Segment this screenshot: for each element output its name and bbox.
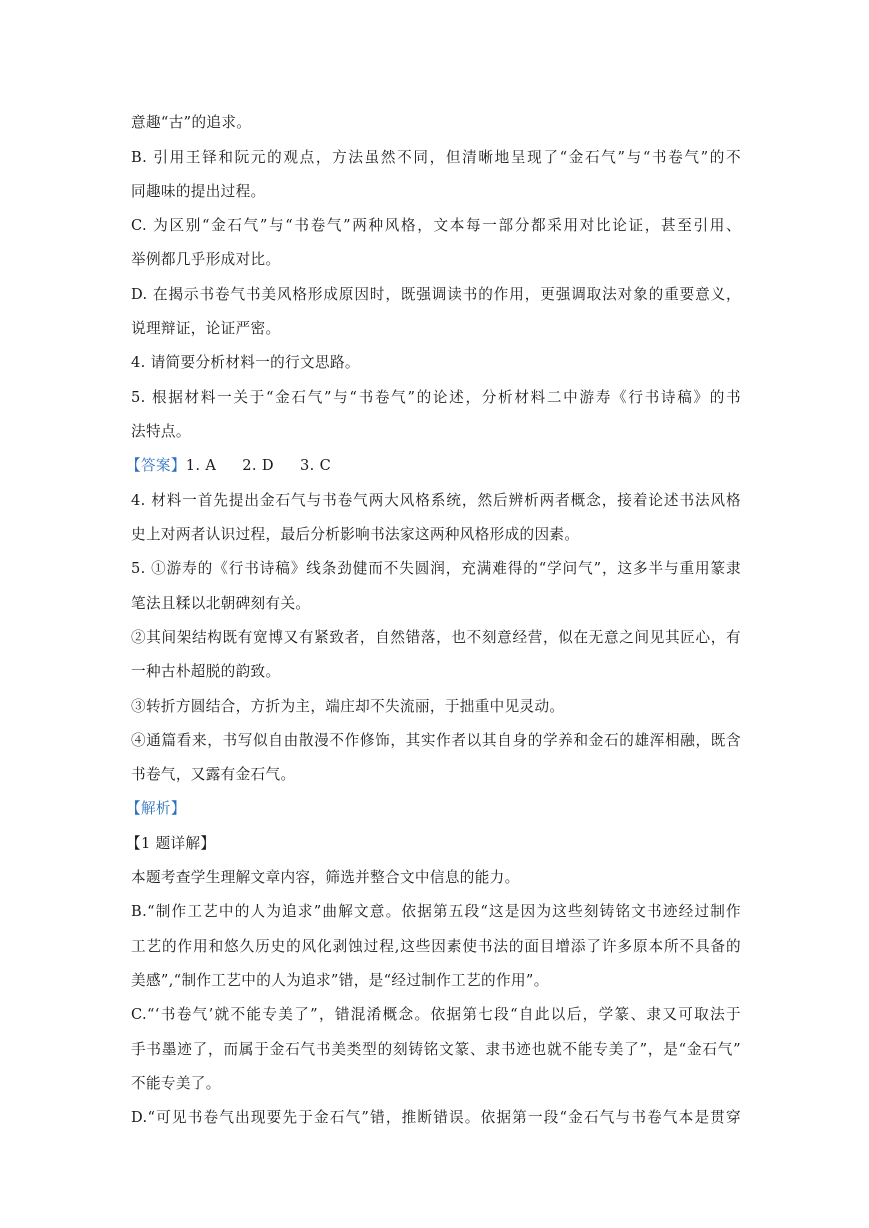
text-line: 说理辩证，论证严密。 xyxy=(131,320,281,337)
text-line: 笔法且糅以北朝碑刻有关。 xyxy=(131,595,311,612)
answer-item: 1. A xyxy=(185,457,217,474)
answer-item: 2. D xyxy=(242,457,274,474)
answer-5-line: 5. ①游寿的《行书诗稿》线条劲健而不失圆润，充满难得的“学问气”，这多半与重用篆隶 xyxy=(131,560,741,577)
text-line: ③转折方圆结合，方折为主，端庄却不失流丽，于拙重中见灵动。 xyxy=(131,698,565,715)
analysis-tag: 【解析】 xyxy=(126,800,186,817)
text-line: ②其间架结构既有宽博又有紧致者，自然错落，也不刻意经营，似在无意之间见其匠心，有 xyxy=(131,629,741,646)
answer-tag: 【答案】 xyxy=(126,457,186,474)
option-d-line: D. 在揭示书卷气书美风格形成原因时，既强调读书的作用，更强调取法对象的重要意义， xyxy=(131,286,741,303)
text-line: B.“制作工艺中的人为追求”曲解文意。依据第五段“这是因为这些刻铸铭文书迹经过制作 xyxy=(131,903,741,920)
text-line: 手书墨迹了，而属于金石气书美类型的刻铸铭文篆、隶书迹也就不能专美了”，是“金石气” xyxy=(131,1041,741,1058)
text-line: 工艺的作用和悠久历史的风化剥蚀过程,这些因素使书法的面目增添了许多原本所不具备的 xyxy=(131,938,741,955)
question-4-line: 4. 请简要分析材料一的行文思路。 xyxy=(131,354,360,371)
text-line: 书卷气，又露有金石气。 xyxy=(131,766,296,783)
text-line: 本题考查学生理解文章内容，筛选并整合文中信息的能力。 xyxy=(131,869,520,886)
text-line: 一种古朴超脱的韵致。 xyxy=(131,663,281,680)
text-line: 法特点。 xyxy=(131,423,191,440)
text-line: 意趣“古”的追求。 xyxy=(131,114,252,131)
option-c-line: C. 为区别“金石气”与“书卷气”两种风格，文本每一部分都采用对比论证，甚至引用、 xyxy=(131,217,741,234)
text-line: ④通篇看来，书写似自由散漫不作修饰，其实作者以其自身的学养和金石的雄浑相融，既含 xyxy=(131,732,741,749)
answer-4-line: 4. 材料一首先提出金石气与书卷气两大风格系统，然后辨析两者概念，接着论述书法风格 xyxy=(131,492,741,509)
question-5-line: 5. 根据材料一关于“金石气”与“书卷气”的论述，分析材料二中游寿《行书诗稿》的书 xyxy=(131,389,741,406)
text-line: 举例都几乎形成对比。 xyxy=(131,251,281,268)
text-line: 美感”,“制作工艺中的人为追求”错，是“经过制作工艺的作用”。 xyxy=(131,972,549,989)
text-line: D.“可见书卷气出现要先于金石气”错，推断错误。依据第一段“金石气与书卷气本是贯穿 xyxy=(131,1109,741,1126)
text-line: 不能专美了。 xyxy=(131,1075,221,1092)
analysis-heading: 【1 题详解】 xyxy=(126,835,216,852)
text-line: 史上对两者认识过程，最后分析影响书法家这两种风格形成的因素。 xyxy=(131,526,580,543)
text-line: C.“‘书卷气’就不能专美了”，错混淆概念。依据第七段“自此以后，学篆、隶又可取法于 xyxy=(131,1006,741,1023)
answer-line xyxy=(126,456,736,476)
option-b-line: B. 引用王铎和阮元的观点，方法虽然不同，但清晰地呈现了“金石气”与“书卷气”的不 xyxy=(131,149,741,166)
text-line: 同趣味的提出过程。 xyxy=(131,183,266,200)
answer-item: 3. C xyxy=(299,457,332,474)
